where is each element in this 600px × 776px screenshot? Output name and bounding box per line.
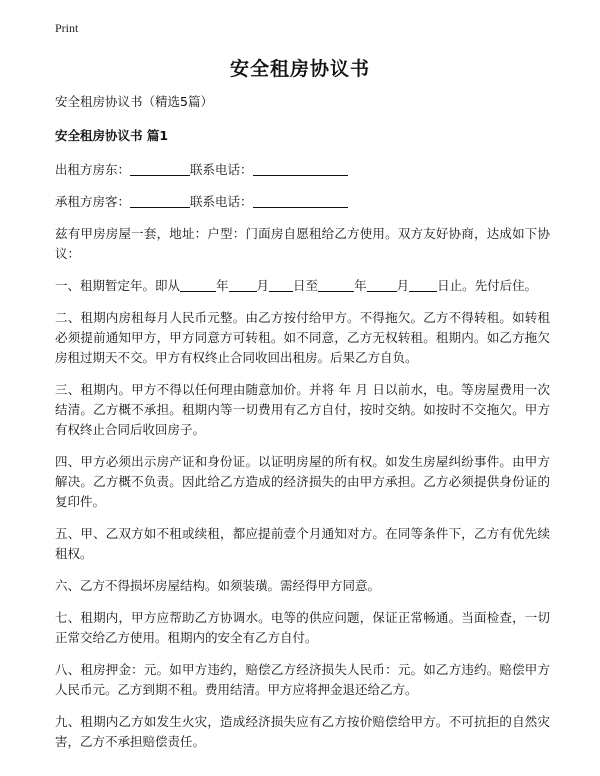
clause-7: 七、租期内，甲方应帮助乙方协调水。电等的供应问题，保证正常畅通。当面检查，一切正常交给乙方使用。租期内的安全有乙方自付。	[55, 610, 550, 645]
clause-1-year2: 年	[354, 278, 367, 293]
clause-9: 九、租期内乙方如发生火灾，造成经济损失应有乙方按价赔偿给甲方。不可抗拒的自然灾害，乙方不承担赔偿责任。	[55, 714, 550, 749]
end-month-blank	[367, 277, 397, 292]
landlord-label: 出租方房东：	[55, 162, 131, 177]
tenant-label: 承租方房客：	[55, 194, 131, 209]
clause-1-year1: 年	[216, 278, 229, 293]
document-body	[55, 92, 550, 764]
clause-1-day-to: 日至	[293, 278, 319, 293]
clause-1	[55, 276, 550, 296]
clause-1-month2: 月	[396, 278, 410, 293]
tenant-phone-blank	[253, 193, 348, 208]
intro-paragraph: 兹有甲房房屋一套，地址：户型：门面房自愿租给乙方使用。双方友好协商，达成如下协议：	[55, 226, 550, 261]
clause-3: 三、租期内。甲方不得以任何理由随意加价。并将 年 月 日以前水，电。等房屋费用一次结清。乙方概不承担。租期内等一切费用有乙方自付，按时交纳。如按时不交拖欠。甲方有权终止合同后收回房子。	[55, 382, 550, 437]
start-year-blank	[180, 277, 216, 292]
tenant-phone-label: 联系电话：	[190, 194, 253, 209]
end-year-blank	[318, 277, 354, 292]
tenant-name-blank	[130, 193, 190, 208]
landlord-line	[55, 160, 550, 180]
clause-6: 六、乙方不得损坏房屋结构。如须装璜。需经得甲方同意。	[55, 578, 381, 593]
print-link[interactable]: Print	[55, 21, 79, 35]
landlord-phone-blank	[253, 161, 348, 176]
start-month-blank	[229, 277, 257, 292]
end-day-blank	[409, 277, 437, 292]
clause-1-prefix: 一、租期暂定年。即从	[55, 278, 181, 293]
landlord-phone-label: 联系电话：	[190, 162, 253, 177]
document-subtitle: 安全租房协议书（精选5篇）	[55, 94, 213, 109]
clause-8: 八、租房押金：元。如甲方违约，赔偿乙方经济损失人民币：元。如乙方违约。赔偿甲方人民币元。乙方到期不租。费用结清。甲方应将押金退还给乙方。	[55, 662, 550, 697]
clause-4: 四、甲方必须出示房产证和身份证。以证明房屋的所有权。如发生房屋纠纷事件。由甲方解决。乙方概不负责。因此给乙方造成的经济损失的由甲方承担。乙方必须提供身份证的复印件。	[55, 454, 550, 509]
section-heading: 安全租房协议书 篇1	[55, 128, 169, 143]
tenant-line	[55, 192, 550, 212]
clause-5: 五、甲、乙双方如不租或续租，都应提前壹个月通知对方。在同等条件下，乙方有优先续租权。	[55, 526, 550, 561]
clause-1-month1: 月	[256, 278, 270, 293]
landlord-name-blank	[130, 161, 190, 176]
clause-1-suffix: 日止。先付后住。	[437, 278, 538, 293]
clause-2: 二、租期内房租每月人民币元整。由乙方按付给甲方。不得拖欠。乙方不得转租。如转租必须提前通知甲方，甲方同意方可转租。如不同意，乙方无权转租。租期内。如乙方拖欠房租过期天不交。甲方有权终止合同收回出租房。后果乙方自负。	[55, 310, 550, 365]
start-day-blank	[269, 277, 293, 292]
document-title: 安全租房协议书	[229, 58, 370, 80]
